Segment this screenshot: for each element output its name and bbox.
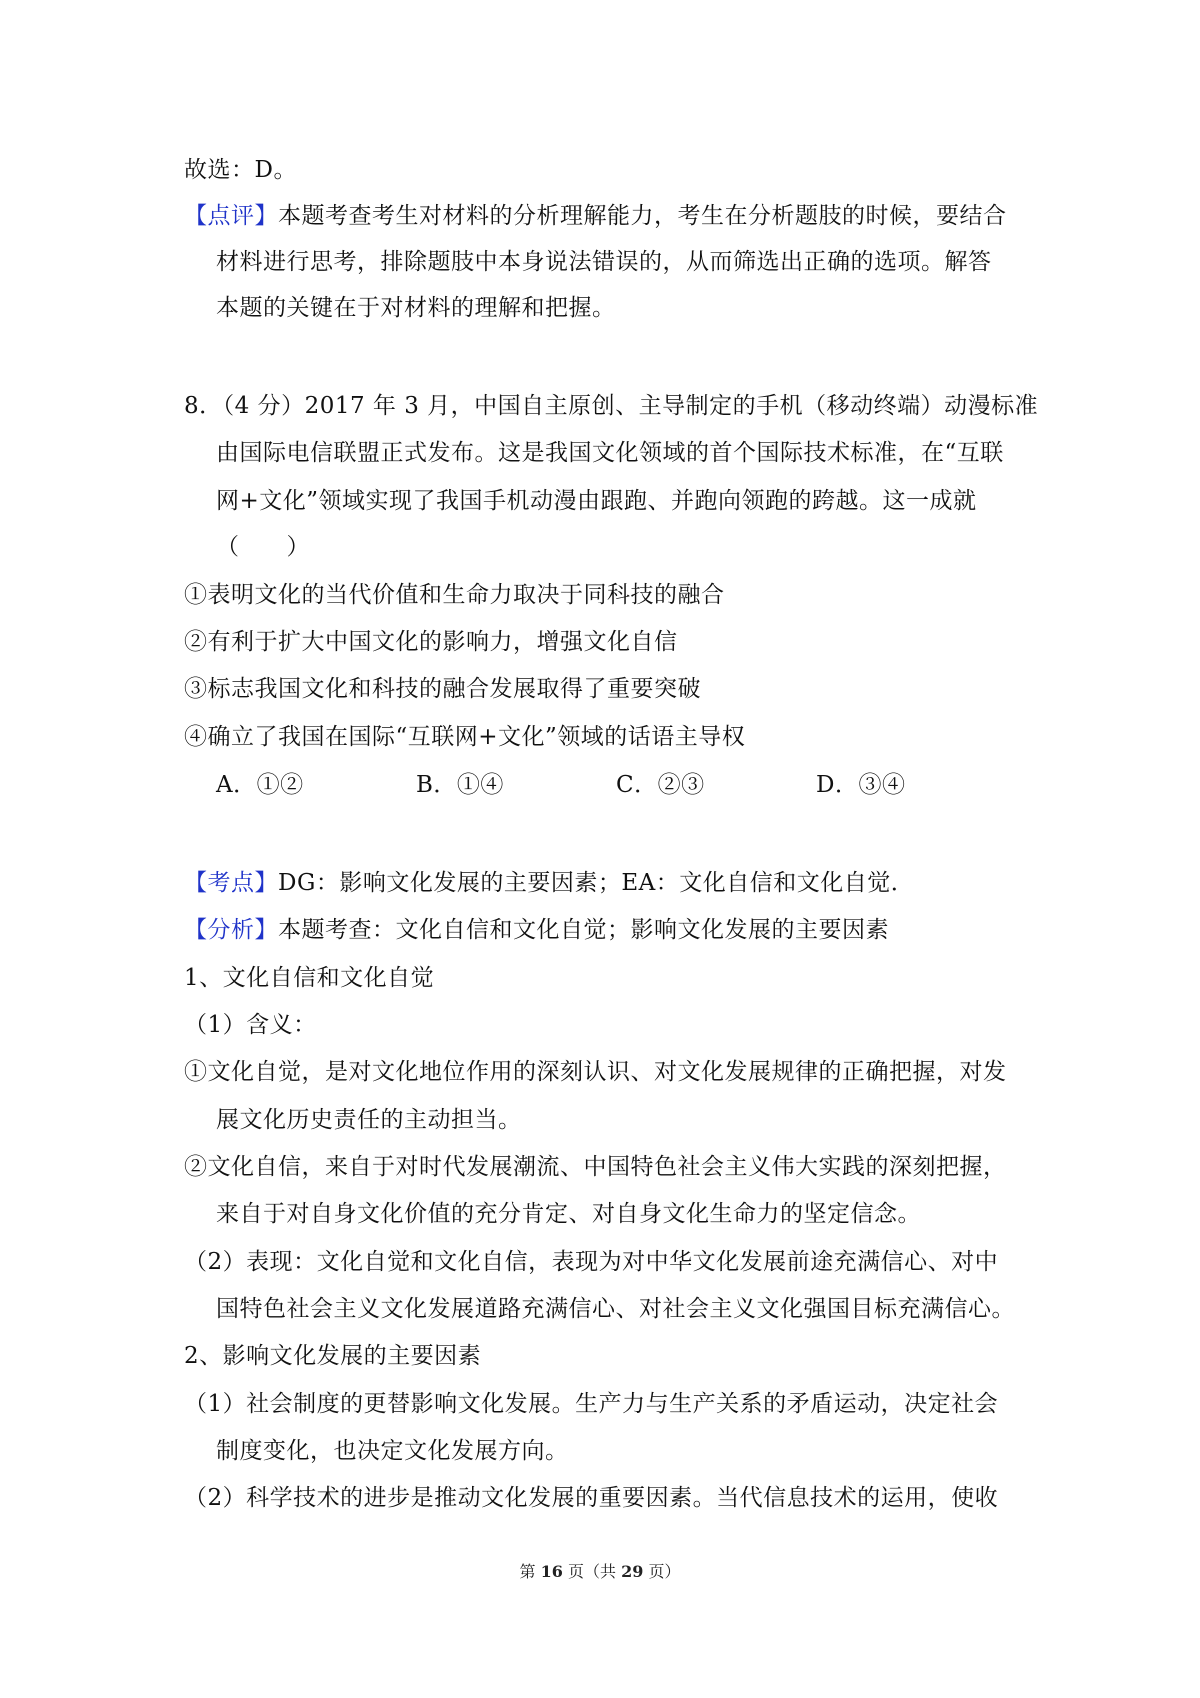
- paragraph-text: ①文化自觉，是对文化地位作用的深刻认识、对文化发展规律的正确把握，对发: [184, 1059, 1007, 1085]
- keypoint-line: [184, 866, 1024, 900]
- footer-mid: 页（共: [567, 1562, 616, 1581]
- paragraph-line: [184, 1481, 1024, 1515]
- subheading-1-1: [184, 1008, 1024, 1042]
- paragraph-line-cont: [216, 1434, 1056, 1468]
- question-line: [184, 389, 1039, 423]
- statement-text: ②有利于扩大中国文化的影响力，增强文化自信: [184, 629, 678, 655]
- paragraph-line-cont: [216, 1103, 1056, 1137]
- paragraph-text: （2）表现：文化自觉和文化自信，表现为对中华文化发展前途充满信心、对中: [184, 1249, 999, 1275]
- paragraph-text: 国特色社会主义文化发展道路充满信心、对社会主义文化强国目标充满信心。: [216, 1296, 1015, 1322]
- analysis-tag: 【分析】: [184, 917, 278, 943]
- section-heading-2: [184, 1339, 1024, 1373]
- section-heading-1: [184, 961, 1024, 995]
- paragraph-line: [184, 1150, 1024, 1184]
- statement-2: [184, 625, 1024, 659]
- option-d: D．③④: [816, 772, 906, 798]
- question-text: 8．（4 分）2017 年 3 月，中国自主原创、主导制定的手机（移动终端）动漫标准: [184, 393, 1039, 419]
- paragraph-text: 制度变化，也决定文化发展方向。: [216, 1438, 569, 1464]
- question-blank: [216, 530, 1056, 564]
- question-line-cont: [216, 436, 1056, 470]
- paragraph-line-cont: [216, 1197, 1056, 1231]
- question-text-cont: 由国际电信联盟正式发布。这是我国文化领域的首个国际技术标准，在“互联: [216, 440, 1004, 466]
- statement-text: ④确立了我国在国际“互联网+文化”领域的话语主导权: [184, 724, 746, 750]
- review-text-cont: 材料进行思考，排除题肢中本身说法错误的，从而筛选出正确的选项。解答: [216, 249, 992, 275]
- review-line-cont: [216, 245, 1056, 279]
- paragraph-text: 来自于对自身文化价值的充分肯定、对自身文化生命力的坚定信念。: [216, 1201, 921, 1227]
- option-a: A．①②: [216, 772, 304, 798]
- heading-text: 2、影响文化发展的主要因素: [184, 1343, 482, 1369]
- analysis-text: 本题考查：文化自信和文化自觉；影响文化发展的主要因素: [278, 917, 889, 943]
- statement-text: ①表明文化的当代价值和生命力取决于同科技的融合: [184, 582, 725, 608]
- paragraph-line-cont: [216, 1292, 1056, 1326]
- footer-suffix: 页）: [648, 1562, 681, 1581]
- answer-line: [184, 153, 1024, 187]
- question-line-cont: [216, 484, 1056, 518]
- question-text-cont: 网+文化”领域实现了我国手机动漫由跟跑、并跑向领跑的跨越。这一成就: [216, 488, 977, 514]
- paragraph-text: ②文化自信，来自于对时代发展潮流、中国特色社会主义伟大实践的深刻把握，: [184, 1154, 1007, 1180]
- page-footer: [0, 1561, 1200, 1583]
- review-line: [184, 199, 1024, 233]
- subheading-text: （1）含义：: [184, 1012, 317, 1038]
- paragraph-text: （1）社会制度的更替影响文化发展。生产力与生产关系的矛盾运动，决定社会: [184, 1391, 999, 1417]
- option-c: C．②③: [616, 772, 705, 798]
- keypoint-tag: 【考点】: [184, 870, 278, 896]
- page-number: 16: [540, 1562, 563, 1581]
- review-tag: 【点评】: [184, 203, 278, 229]
- statement-1: [184, 578, 1024, 612]
- review-text-cont: 本题的关键在于对材料的理解和把握。: [216, 295, 616, 321]
- keypoint-text: DG：影响文化发展的主要因素；EA：文化自信和文化自觉．: [278, 870, 915, 896]
- paragraph-text: 展文化历史责任的主动担当。: [216, 1107, 522, 1133]
- review-text: 本题考查考生对材料的分析理解能力，考生在分析题肢的时候，要结合: [278, 203, 1007, 229]
- review-line-cont: [216, 291, 1056, 325]
- option-b: B．①④: [416, 772, 504, 798]
- statement-text: ③标志我国文化和科技的融合发展取得了重要突破: [184, 676, 701, 702]
- answer-blank: （ ）: [216, 534, 310, 560]
- paragraph-line: [184, 1245, 1024, 1279]
- paragraph-text: （2）科学技术的进步是推动文化发展的重要因素。当代信息技术的运用，使收: [184, 1485, 999, 1511]
- paragraph-line: [184, 1387, 1024, 1421]
- footer-prefix: 第: [519, 1562, 536, 1581]
- heading-text: 1、文化自信和文化自觉: [184, 965, 435, 991]
- answer-text: 故选：D。: [184, 157, 297, 183]
- answer-options: [216, 768, 976, 802]
- page-total: 29: [621, 1562, 644, 1581]
- paragraph-line: [184, 1055, 1024, 1089]
- statement-4: [184, 720, 1024, 754]
- statement-3: [184, 672, 1024, 706]
- analysis-line: [184, 913, 1024, 947]
